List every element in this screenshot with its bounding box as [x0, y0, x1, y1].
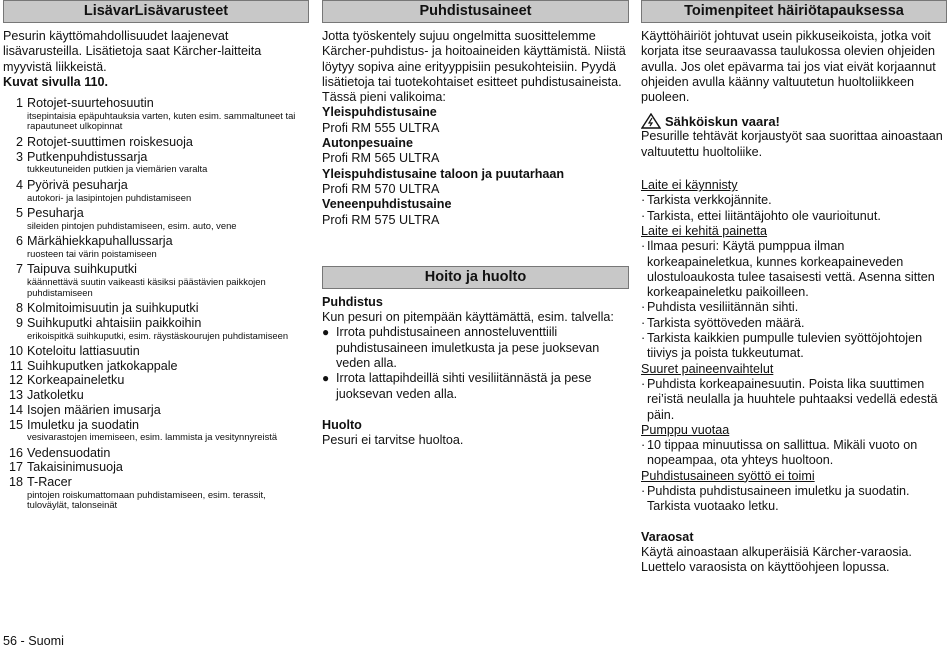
- accessory-number: 17: [8, 460, 23, 475]
- product-name: Autonpesuaine: [322, 136, 413, 151]
- fault-remedy-text: Ilmaa pesuri: Käytä pumppua ilman korkeapaineletkua, kunnes korkeapaineveden ulostuloaukosta tulee tasaisesti vettä. Asenna sitten korkeapaineletku paikoilleen.: [647, 239, 935, 300]
- product-list: [322, 105, 629, 227]
- accessory-number: 12: [8, 373, 23, 388]
- accessory-list: [3, 96, 309, 511]
- detergents-column: [322, 0, 629, 449]
- accessory-number: 7: [15, 262, 23, 277]
- product-code: Profi RM 570 ULTRA: [322, 181, 440, 196]
- accessories-intro: Pesurin käyttömahdollisuudet laajenevat lisävarusteilla. Lisätietoja saat Kärcher-laitteita myyvistä liikkeistä.: [3, 29, 262, 74]
- fault-remedy: [641, 484, 947, 515]
- fault-remedy: [641, 316, 947, 331]
- fault-remedy-text: Tarkista, ettei liitäntäjohto ole vaurioitunut.: [647, 208, 881, 223]
- fault-sections: [641, 178, 947, 515]
- fault-title: Pumppu vuotaa: [641, 422, 730, 437]
- accessory-title: Jatkoletku: [27, 388, 84, 403]
- accessory-number: 16: [8, 445, 23, 460]
- bullet-item: [322, 371, 629, 402]
- accessory-description: tukkeutuneiden putkien ja viemärien varalta: [27, 163, 208, 175]
- accessory-item: [3, 344, 309, 359]
- accessory-item: [3, 359, 309, 374]
- accessory-title: Korkeapaineletku: [27, 373, 125, 388]
- fault-title: Suuret paineenvaihtelut: [641, 361, 774, 376]
- fault-title: Laite ei käynnisty: [641, 178, 738, 193]
- fault-remedy: [641, 300, 947, 315]
- parts-text: Käytä ainoastaan alkuperäisiä Kärcher-varaosia. Luettelo varaosista on käyttöohjeen lopussa.: [641, 544, 912, 575]
- accessory-title: Vedensuodatin: [27, 445, 111, 460]
- parts-title: Varaosat: [641, 529, 694, 544]
- warning-text: Pesurille tehtävät korjaustyöt saa suorittaa ainoastaan valtuutettu huoltoliike.: [641, 129, 943, 159]
- dot-marker-icon: ·: [641, 484, 646, 499]
- fault-remedy-text: Tarkista syöttöveden määrä.: [647, 315, 805, 330]
- accessory-description: käännettävä suutin vaikeasti käsiksi päästävien paikkojen puhdistamiseen: [27, 276, 266, 298]
- service-text: Pesuri ei tarvitse huoltoa.: [322, 433, 464, 448]
- accessory-title: Putkenpuhdistussarja: [27, 149, 148, 164]
- detergents-heading: Puhdistusaineet: [322, 0, 629, 23]
- bullet-icon: ●: [322, 371, 330, 386]
- accessory-title: Pyörivä pesuharja: [27, 177, 128, 192]
- fault-remedy: [641, 209, 947, 224]
- accessory-item: [3, 96, 309, 111]
- accessory-item: [3, 446, 309, 461]
- fault-remedy: [641, 193, 947, 208]
- troubleshooting-column: [641, 0, 947, 576]
- dot-marker-icon: ·: [641, 438, 646, 453]
- accessory-number: 3: [15, 149, 23, 164]
- accessory-description: itsepintaisia epäpuhtauksia varten, kuten esim. sammaltuneet tai rapautuneet ulkopinnat: [27, 109, 296, 132]
- accessory-number: 11: [9, 358, 23, 373]
- accessory-title: Takaisinimusuoja: [27, 460, 123, 475]
- accessory-number: 15: [8, 417, 23, 432]
- accessory-number: 8: [15, 301, 23, 316]
- accessory-number: 1: [15, 96, 23, 111]
- fault-remedy-text: Tarkista verkkojännite.: [647, 193, 772, 208]
- accessory-number: 4: [15, 177, 23, 192]
- product-code: Profi RM 575 ULTRA: [322, 212, 440, 227]
- accessory-item: [3, 135, 309, 150]
- accessory-description: pintojen roiskumattomaan puhdistamiseen, esim. terassit, tuloväylät, talonseinät: [27, 488, 266, 511]
- fault-remedy: [641, 239, 947, 300]
- bullet-text: Irrota lattapihdeillä sihti vesiliitännästä ja pese juoksevan veden alla.: [336, 371, 592, 401]
- accessory-item: [3, 316, 309, 331]
- accessory-title: Märkähiekkapuhallussarja: [27, 234, 173, 249]
- fault-remedy: [641, 438, 947, 469]
- accessory-item: [3, 460, 309, 475]
- accessory-title: Isojen määrien imusarja: [27, 402, 161, 417]
- accessory-number: 2: [15, 134, 23, 149]
- accessory-description: vesivarastojen imemiseen, esim. lammista ja vesitynnyreistä: [27, 431, 278, 443]
- accessory-number: 10: [8, 344, 23, 359]
- fault-title: Laite ei kehitä painetta: [641, 223, 768, 238]
- fault-remedy: [641, 331, 947, 362]
- accessory-number: 18: [8, 475, 23, 490]
- cleaning-title: Puhdistus: [322, 294, 383, 309]
- fault-remedy: [641, 377, 947, 423]
- dot-marker-icon: ·: [641, 315, 646, 330]
- dot-marker-icon: ·: [641, 208, 646, 223]
- accessories-heading: LisävarLisävarusteet: [3, 0, 309, 23]
- accessory-item: [3, 262, 309, 277]
- warning-triangle-icon: [641, 113, 661, 129]
- fault-title: Puhdistusaineen syöttö ei toimi: [641, 468, 815, 483]
- accessory-number: 13: [8, 388, 23, 403]
- fault-remedy-text: Puhdista korkeapainesuutin. Poista lika suuttimen rei’istä neulalla ja huuhtele puhtaaksi vedellä edestä päin.: [647, 376, 938, 422]
- troubleshooting-intro: Käyttöhäiriöt johtuvat usein pikkuseikoista, jotka voit korjata itse seuraavassa taulukossa olevien ohjeiden avulla. Jos olet epävarma tai jos viat eivät korjaannut ohjeiden avulla käänny valtuutetun huoltoliikkeen puoleen.: [641, 29, 936, 105]
- accessory-description: erikoispitkä suihkuputki, esim. räystäskourujen puhdistamiseen: [27, 329, 289, 341]
- accessory-number: 6: [15, 234, 23, 249]
- accessory-title: Pesuharja: [27, 206, 84, 220]
- dot-marker-icon: ·: [641, 300, 646, 315]
- dot-marker-icon: ·: [641, 193, 646, 208]
- product-code: Profi RM 565 ULTRA: [322, 151, 440, 166]
- page-footer: 56 - Suomi: [3, 634, 64, 648]
- accessory-description: ruosteen tai värin poistamiseen: [27, 247, 157, 259]
- accessory-title: Kolmitoimisuutin ja suihkuputki: [27, 301, 199, 316]
- pictures-reference: Kuvat sivulla 110.: [3, 74, 109, 89]
- accessory-description: sileiden pintojen puhdistamiseen, esim. auto, vene: [27, 219, 237, 231]
- accessory-title: Taipuva suihkuputki: [27, 262, 137, 277]
- dot-marker-icon: ·: [641, 239, 646, 254]
- accessories-column: [3, 0, 309, 514]
- accessory-item: [3, 403, 309, 418]
- dot-marker-icon: ·: [641, 331, 646, 346]
- warning-title: Sähköiskun vaara!: [665, 113, 780, 129]
- accessory-item: [3, 418, 309, 433]
- product-name: Veneenpuhdistusaine: [322, 197, 452, 212]
- maintenance-heading: Hoito ja huolto: [322, 266, 629, 289]
- warning-box: [641, 113, 947, 129]
- accessory-item: [3, 234, 309, 249]
- accessory-item: [3, 475, 309, 490]
- fault-remedy-text: 10 tippaa minuutissa on sallittua. Mikäli vuoto on nopeampaa, ota yhteys huoltoon.: [647, 438, 918, 468]
- bullet-icon: ●: [322, 325, 330, 340]
- accessory-title: Suihkuputken jatkokappale: [27, 358, 178, 373]
- cleaning-text: Kun pesuri on pitempään käyttämättä, esim. talvella:: [322, 310, 614, 325]
- accessory-item: [3, 301, 309, 316]
- fault-remedy-text: Puhdista puhdistusaineen imuletku ja suodatin. Tarkista vuotaako letku.: [647, 484, 910, 514]
- accessory-title: Rotojet-suuttimen roiskesuoja: [27, 134, 193, 149]
- accessory-title: Rotojet-suurtehosuutin: [27, 96, 154, 111]
- bullet-item: [322, 325, 629, 371]
- accessory-number: 9: [15, 315, 23, 330]
- accessory-item: [3, 178, 309, 193]
- product-name: Yleispuhdistusaine: [322, 105, 437, 120]
- accessory-title: Suihkuputki ahtaisiin paikkoihin: [27, 315, 202, 330]
- product-name: Yleispuhdistusaine taloon ja puutarhaan: [322, 166, 565, 181]
- accessory-description: autokori- ja lasipintojen puhdistamiseen: [27, 191, 192, 203]
- accessory-item: [3, 388, 309, 403]
- accessory-item: [3, 150, 309, 165]
- troubleshooting-heading: Toimenpiteet häiriötapauksessa: [641, 0, 947, 23]
- detergents-intro: Jotta työskentely sujuu ongelmitta suosittelemme Kärcher-puhdistus- ja hoitoaineiden käyttämistä. Niistä löytyy sopiva aine erityyppisiin pesukohteisiin. Pyydä lisätietoja tai tuotekohtaiset esitteet puhdistusaineista. Tässä pieni valikoima:: [322, 29, 626, 105]
- accessory-title: Koteloitu lattiasuutin: [27, 344, 140, 359]
- accessory-item: [3, 373, 309, 388]
- bullet-text: Irrota puhdistusaineen annosteluventtiili puhdistusaineen imuletkusta ja pese juoksevan veden alla.: [336, 325, 600, 371]
- fault-remedy-text: Puhdista vesiliitännän sihti.: [647, 300, 799, 315]
- accessory-number: 5: [15, 206, 23, 220]
- product-code: Profi RM 555 ULTRA: [322, 120, 440, 135]
- accessory-item: [3, 206, 309, 221]
- accessory-title: T-Racer: [27, 475, 72, 490]
- service-title: Huolto: [322, 417, 362, 432]
- accessory-number: 14: [8, 402, 23, 417]
- accessory-title: Imuletku ja suodatin: [27, 417, 140, 432]
- fault-remedy-text: Tarkista kaikkien pumpulle tulevien syöttöjohtojen tiiviys ja poista tukkeutumat.: [647, 331, 923, 361]
- dot-marker-icon: ·: [641, 376, 646, 391]
